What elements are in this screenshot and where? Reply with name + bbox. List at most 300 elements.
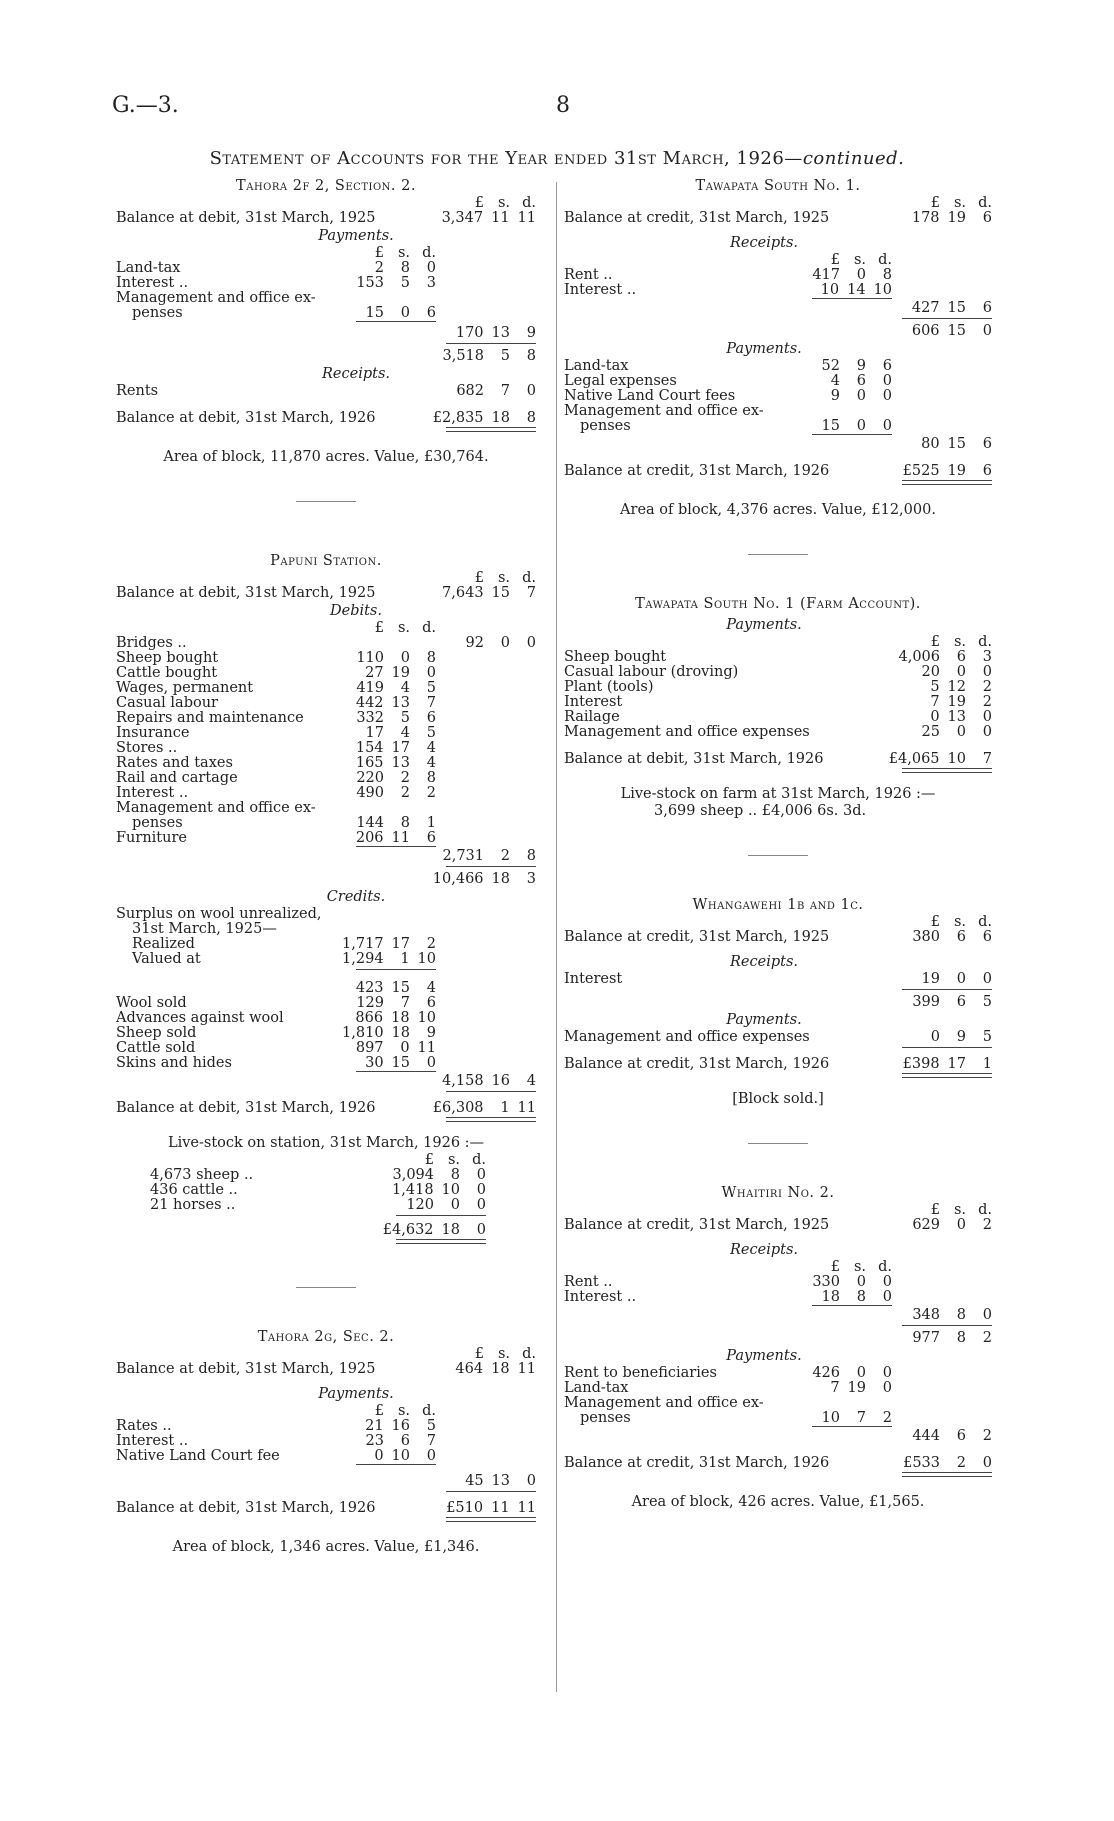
amount-pounds: 897	[355, 1040, 384, 1056]
payments-heading: Payments.	[726, 1348, 802, 1364]
papuni-credit-label: Cattle sold	[116, 1040, 196, 1056]
amount-pounds: 426	[812, 1365, 840, 1381]
col-head: £	[930, 195, 940, 211]
amount-shillings: 19	[947, 463, 966, 479]
tawapata-farm-payment-label: Plant (tools)	[564, 679, 654, 695]
amount-pence: 4	[426, 980, 436, 996]
amount-pounds: 423	[355, 980, 384, 996]
double-rule	[446, 1517, 536, 1522]
rule	[356, 846, 436, 847]
amount-shillings: 0	[856, 418, 866, 434]
amount-shillings: 0	[856, 1365, 866, 1381]
tahora2g-payments-total	[116, 1473, 536, 1490]
col-head: s.	[953, 634, 966, 650]
whangawehi-balance-open	[564, 929, 992, 946]
amount-shillings: 1	[500, 1100, 510, 1116]
col-head: d.	[422, 620, 436, 636]
rule	[396, 1215, 486, 1216]
col-head: d.	[522, 570, 536, 586]
amount	[432, 1473, 536, 1490]
whangawehi-subtotal	[564, 994, 992, 1011]
amount-pounds: 7	[830, 1380, 840, 1396]
amount	[788, 418, 892, 435]
amount-pounds: 490	[356, 785, 384, 801]
amount-shillings: 0	[500, 635, 510, 651]
amount	[888, 300, 992, 317]
amount-shillings: 12	[947, 679, 966, 695]
tawapata-farm-payment	[564, 724, 992, 741]
amount-pence: 8	[526, 410, 536, 426]
whaitiri-payment-label: Management and office ex-	[564, 1395, 764, 1411]
rule	[356, 1071, 436, 1072]
amount-pounds: 45	[465, 1473, 484, 1489]
tahora2f2-rents-label: Rents	[116, 383, 159, 399]
tahora2g-balance-close-label: Balance at debit, 31st March, 1926	[116, 1500, 376, 1516]
section-title-whaitiri: Whaitiri No. 2.	[721, 1185, 835, 1201]
amount-pence: 5	[982, 994, 992, 1010]
amount	[888, 1428, 992, 1445]
whaitiri-payment-label: Land-tax	[564, 1380, 629, 1396]
amount	[332, 951, 436, 968]
amount-pounds: 27	[365, 665, 384, 681]
amount-pence: 9	[526, 325, 536, 341]
rule	[902, 989, 992, 990]
amount-shillings: 15	[947, 323, 966, 339]
amount-pence: 0	[476, 1182, 486, 1198]
amount-pence: 11	[517, 1100, 536, 1116]
amount-shillings: 8	[450, 1167, 460, 1183]
rule	[902, 318, 992, 319]
tahora2f2-payment	[116, 305, 536, 322]
tahora2g-area-note: Area of block, 1,346 acres. Value, £1,346.	[172, 1539, 480, 1555]
tahora2f2-balance-open	[116, 210, 536, 227]
amount-shillings: 0	[856, 388, 866, 404]
amount-shillings: 13	[491, 1473, 510, 1489]
amount-pounds: 20	[921, 664, 940, 680]
papuni-debit-label: penses	[132, 815, 183, 831]
amount-pounds: 52	[821, 358, 840, 374]
amount-shillings: 19	[847, 1380, 866, 1396]
amount-shillings: 4	[400, 725, 410, 741]
amount-pounds: 120	[406, 1197, 434, 1213]
amount-shillings: 6	[956, 649, 966, 665]
amount-pence: 9	[426, 1025, 436, 1041]
amount-pounds: 682	[456, 383, 484, 399]
amount	[332, 305, 436, 322]
amount	[432, 325, 536, 342]
tawapata1-receipt-label: Interest ..	[564, 282, 637, 298]
amount-shillings: 9	[956, 1029, 966, 1045]
amount-pence: 7	[426, 1433, 436, 1449]
amount-pounds: 10	[821, 1410, 840, 1426]
amount-pounds: 23	[365, 1433, 384, 1449]
amount-pence: 6	[982, 436, 992, 452]
tahora2g-payment-label: Interest ..	[116, 1433, 189, 1449]
amount-shillings: 6	[400, 1433, 410, 1449]
papuni-debit-label: Stores ..	[116, 740, 178, 756]
amount-pence: 7	[426, 695, 436, 711]
tawapata-farm-payment-label: Railage	[564, 709, 620, 725]
amount-pence: 0	[426, 1448, 436, 1464]
whaitiri-area-note: Area of block, 426 acres. Value, £1,565.	[631, 1494, 925, 1510]
tahora2g-payment	[116, 1448, 536, 1465]
rule	[902, 1047, 992, 1048]
papuni-debit	[116, 830, 536, 847]
col-head: d.	[522, 195, 536, 211]
amount-pounds: 19	[921, 971, 940, 987]
amount-shillings: 18	[391, 1025, 410, 1041]
amount-pounds: 464	[455, 1361, 484, 1377]
col-head: s.	[953, 195, 966, 211]
amount-shillings: 15	[947, 436, 966, 452]
amount-shillings: 0	[856, 1274, 866, 1290]
papuni-debit-label: Management and office ex-	[116, 800, 316, 816]
amount-shillings: 9	[856, 358, 866, 374]
amount	[432, 585, 536, 602]
papuni-debit-label: Interest ..	[116, 785, 189, 801]
amount-pounds: £2,835	[432, 410, 484, 426]
amount	[888, 929, 992, 946]
receipts-heading: Receipts.	[730, 235, 798, 251]
amount-shillings: 10	[441, 1182, 460, 1198]
col-head: £	[474, 1346, 484, 1362]
amount-shillings: 0	[856, 267, 866, 283]
amount	[432, 383, 536, 400]
amount-shillings: 4	[400, 680, 410, 696]
amount-pence: 11	[517, 210, 536, 226]
col-head: s.	[397, 1403, 410, 1419]
col-head: s.	[853, 252, 866, 268]
col-head: s.	[497, 1346, 510, 1362]
section-title-papuni: Papuni Station.	[270, 553, 382, 569]
amount-shillings: 7	[400, 995, 410, 1011]
amount	[788, 1289, 892, 1306]
amount-pounds: 0	[930, 1029, 940, 1045]
double-rule	[446, 427, 536, 432]
amount-pounds: 4,158	[442, 1073, 484, 1089]
amount-pence: 0	[982, 971, 992, 987]
amount-pounds: 3,094	[392, 1167, 434, 1183]
col-head: s.	[853, 1259, 866, 1275]
col-head: d.	[878, 252, 892, 268]
col-head: s.	[497, 570, 510, 586]
papuni-livestock-heading: Live-stock on station, 31st March, 1926 :—	[167, 1135, 485, 1151]
tawapata-farm-payment-label: Management and office expenses	[564, 724, 810, 740]
page-title: Statement of Accounts for the Year ended 31st March, 1926—continued.	[209, 148, 905, 169]
amount-shillings: 18	[391, 1010, 410, 1026]
col-head: £	[830, 1259, 840, 1275]
amount-pence: 0	[982, 709, 992, 725]
whaitiri-balance-close	[564, 1455, 992, 1472]
rule	[356, 1464, 436, 1465]
tahora2f2-payment-label: Interest ..	[116, 275, 189, 291]
rule	[446, 866, 536, 867]
whangawehi-interest-label: Interest	[564, 971, 623, 987]
tawapata-farm-livestock-line: 3,699 sheep .. £4,006 6s. 3d.	[654, 803, 867, 819]
amount	[332, 1055, 436, 1072]
col-head: £	[374, 245, 384, 261]
amount-pounds: 9	[830, 388, 840, 404]
amount-pounds: 178	[911, 210, 940, 226]
col-head: s.	[397, 620, 410, 636]
amount	[888, 463, 992, 480]
amount-pounds: 1,717	[342, 936, 384, 952]
tahora2f2-balance-open-label: Balance at debit, 31st March, 1925	[116, 210, 376, 226]
rule	[446, 343, 536, 344]
amount-pounds: 4	[830, 373, 840, 389]
rule	[812, 1305, 892, 1306]
debits-heading: Debits.	[329, 603, 382, 619]
col-head: d.	[978, 1202, 992, 1218]
tawapata1-receipts-total	[564, 300, 992, 317]
tawapata1-payment-label: penses	[580, 418, 631, 434]
col-head: s.	[447, 1152, 460, 1168]
amount-shillings: 0	[956, 724, 966, 740]
whaitiri-receipt-label: Rent ..	[564, 1274, 613, 1290]
amount-pence: 5	[982, 1029, 992, 1045]
amount-pence: 1	[426, 815, 436, 831]
amount-pence: 0	[426, 1055, 436, 1071]
amount-pence: 3	[426, 275, 436, 291]
papuni-debit-label: Insurance	[116, 725, 190, 741]
papuni-subtotal	[116, 871, 536, 888]
amount-pence: 10	[417, 951, 436, 967]
amount-pounds: 110	[356, 650, 384, 666]
amount-pence: 8	[526, 348, 536, 364]
amount-pounds: 380	[912, 929, 940, 945]
amount-pence: 6	[426, 305, 436, 321]
amount	[332, 830, 436, 847]
amount-pence: 11	[517, 1500, 536, 1516]
amount-pounds: 170	[455, 325, 484, 341]
col-head: s.	[953, 1202, 966, 1218]
amount-pence: 11	[517, 1361, 536, 1377]
amount-pence: 0	[476, 1197, 486, 1213]
papuni-livestock-item-label: 4,673 sheep ..	[150, 1167, 254, 1183]
amount-pence: 0	[982, 1307, 992, 1323]
amount-pounds: 206	[355, 830, 384, 846]
tawapata-farm-balance-close	[564, 751, 992, 768]
amount-pounds: 17	[365, 725, 384, 741]
papuni-debit-label: Rates and taxes	[116, 755, 233, 771]
amount-shillings: 13	[391, 695, 410, 711]
amount-shillings: 13	[491, 325, 510, 341]
section-title-tahora-2f2: Tahora 2f 2, Section. 2.	[236, 178, 416, 194]
amount-shillings: 6	[856, 373, 866, 389]
tahora2f2-area-note: Area of block, 11,870 acres. Value, £30,764.	[163, 449, 489, 465]
amount-shillings: 0	[956, 664, 966, 680]
amount-shillings: 17	[391, 740, 410, 756]
amount-shillings: 16	[391, 1418, 410, 1434]
papuni-credit-label: Sheep sold	[116, 1025, 197, 1041]
amount-shillings: 0	[400, 305, 410, 321]
double-rule	[902, 1073, 992, 1078]
amount	[431, 210, 536, 227]
whangawehi-block-sold-note: [Block sold.]	[732, 1091, 824, 1107]
papuni-credit	[116, 1055, 536, 1072]
amount	[431, 1500, 536, 1517]
double-rule	[902, 768, 992, 773]
amount-pounds: 30	[365, 1055, 384, 1071]
amount-pence: 0	[982, 323, 992, 339]
whangawehi-balance-close-label: Balance at credit, 31st March, 1926	[564, 1056, 830, 1072]
col-head: d.	[522, 1346, 536, 1362]
amount	[888, 323, 992, 340]
amount-pence: 0	[882, 1380, 892, 1396]
amount-pounds: 154	[355, 740, 384, 756]
amount-pounds: 2,731	[442, 848, 484, 864]
amount-pounds: 330	[812, 1274, 840, 1290]
amount-pence: 5	[426, 680, 436, 696]
amount-pounds: 80	[921, 436, 940, 452]
amount-shillings: 2	[500, 848, 510, 864]
amount-pounds: 348	[912, 1307, 940, 1323]
amount	[432, 1100, 536, 1117]
amount-pounds: 442	[355, 695, 384, 711]
amount-pence: 6	[982, 463, 992, 479]
tahora2f2-payment-label: Management and office ex-	[116, 290, 316, 306]
papuni-balance-open-label: Balance at debit, 31st March, 1925	[116, 585, 376, 601]
amount-pounds: 1,418	[392, 1182, 434, 1198]
amount-shillings: 19	[947, 210, 966, 226]
amount-pounds: £4,065	[888, 751, 940, 767]
tahora2g-balance-close	[116, 1500, 536, 1517]
amount-pence: 8	[426, 770, 436, 786]
amount-pence: 0	[882, 388, 892, 404]
papuni-valued-label: Valued at	[132, 951, 201, 967]
amount-shillings: 8	[956, 1330, 966, 1346]
tawapata-farm-payment-label: Sheep bought	[564, 649, 667, 665]
amount-pence: 0	[426, 665, 436, 681]
col-head: s.	[497, 195, 510, 211]
amount-pounds: 5	[930, 679, 940, 695]
tawapata1-payment-label: Legal expenses	[564, 373, 677, 389]
credits-heading: Credits.	[326, 889, 386, 905]
col-head: d.	[878, 1259, 892, 1275]
tahora2f2-balance-close	[116, 410, 536, 427]
section-separator	[748, 1143, 808, 1144]
tawapata1-payments-total	[564, 436, 992, 453]
amount-pounds: 10,466	[432, 871, 484, 887]
amount	[888, 971, 992, 988]
whangawehi-balance-open-label: Balance at credit, 31st March, 1925	[564, 929, 830, 945]
amount-shillings: 7	[500, 383, 510, 399]
papuni-balance-open	[116, 585, 536, 602]
amount-pence: 0	[882, 373, 892, 389]
papuni-balance-close-label: Balance at debit, 31st March, 1926	[116, 1100, 376, 1116]
amount-shillings: 0	[450, 1197, 460, 1213]
amount-pence: 0	[882, 1274, 892, 1290]
papuni-valued	[116, 951, 536, 968]
amount-shillings: 8	[956, 1307, 966, 1323]
section-separator	[296, 501, 356, 502]
payments-heading: Payments.	[726, 341, 802, 357]
amount-shillings: 6	[956, 994, 966, 1010]
papuni-livestock-total	[116, 1222, 536, 1239]
tahora2g-balance-open-label: Balance at debit, 31st March, 1925	[116, 1361, 376, 1377]
papuni-credits-total	[116, 1073, 536, 1090]
papuni-debit-label: Bridges ..	[116, 635, 187, 651]
rule	[356, 321, 436, 322]
amount-pence: 0	[982, 1455, 992, 1471]
tahora2f2-rents	[116, 383, 536, 400]
amount-pence: 6	[982, 210, 992, 226]
double-rule	[902, 480, 992, 485]
amount-shillings: 0	[400, 1040, 410, 1056]
papuni-debit-label: Sheep bought	[116, 650, 219, 666]
amount-pence: 2	[426, 936, 436, 952]
amount	[888, 724, 992, 741]
amount-pounds: £510	[446, 1500, 484, 1516]
amount-pence: 2	[982, 694, 992, 710]
whaitiri-receipt-label: Interest ..	[564, 1289, 637, 1305]
papuni-debit-label: Wages, permanent	[116, 680, 254, 696]
amount-shillings: 2	[400, 770, 410, 786]
rule	[812, 298, 892, 299]
tawapata1-area-note: Area of block, 4,376 acres. Value, £12,000.	[620, 502, 936, 518]
amount-pounds: 15	[821, 418, 840, 434]
amount-pounds: 144	[356, 815, 384, 831]
amount	[432, 871, 536, 888]
amount-pence: 11	[417, 1040, 436, 1056]
amount-shillings: 16	[491, 1073, 510, 1089]
amount-pounds: £4,632	[382, 1222, 434, 1238]
amount-pence: 2	[426, 785, 436, 801]
amount-pounds: 4,006	[898, 649, 940, 665]
amount-pounds: 0	[930, 709, 940, 725]
amount-pounds: 866	[355, 1010, 384, 1026]
amount-pence: 0	[526, 383, 536, 399]
section-separator	[748, 554, 808, 555]
rule	[812, 434, 892, 435]
amount-pounds: 25	[921, 724, 940, 740]
amount-pence: 2	[982, 1217, 992, 1233]
amount-pounds: 129	[356, 995, 384, 1011]
page-number: 8	[556, 93, 570, 118]
amount-shillings: 17	[391, 936, 410, 952]
papuni-balance-close	[116, 1100, 536, 1117]
papuni-livestock-item-label: 21 horses ..	[150, 1197, 236, 1213]
col-head: d.	[978, 914, 992, 930]
section-separator	[296, 1287, 356, 1288]
amount-shillings: 17	[947, 1056, 966, 1072]
amount	[888, 1307, 992, 1324]
amount-shillings: 7	[856, 1410, 866, 1426]
amount-pence: 6	[982, 300, 992, 316]
amount	[432, 1073, 536, 1090]
amount-shillings: 11	[491, 1500, 510, 1516]
receipts-heading: Receipts.	[322, 366, 390, 382]
double-rule	[446, 1117, 536, 1122]
payments-heading: Payments.	[726, 1012, 802, 1028]
double-rule	[902, 1472, 992, 1477]
amount-shillings: 19	[947, 694, 966, 710]
amount-pounds: 153	[356, 275, 384, 291]
amount-pounds: £525	[902, 463, 940, 479]
papuni-credit-label: Wool sold	[116, 995, 187, 1011]
amount-shillings: 11	[491, 210, 510, 226]
papuni-surplus-date-label: 31st March, 1925—	[132, 921, 277, 937]
amount-pence: 0	[882, 418, 892, 434]
amount-pence: 0	[476, 1222, 486, 1238]
amount-pounds: 220	[356, 770, 384, 786]
amount-pounds: 629	[912, 1217, 940, 1233]
amount-shillings: 14	[847, 282, 866, 298]
payments-heading: Payments.	[318, 1386, 394, 1402]
amount-shillings: 15	[947, 300, 966, 316]
tawapata-farm-payment-label: Interest	[564, 694, 623, 710]
amount-shillings: 0	[400, 650, 410, 666]
